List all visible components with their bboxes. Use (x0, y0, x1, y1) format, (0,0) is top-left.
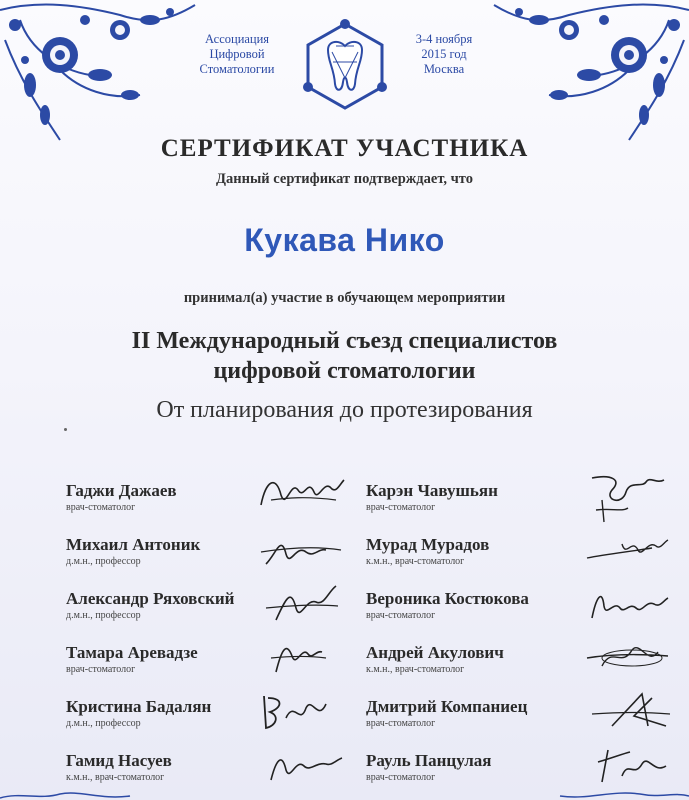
signatory (366, 470, 666, 524)
signatory-role: к.м.н., врач-стоматолог (366, 664, 465, 675)
event-date-line: Москва (423, 62, 465, 76)
signatory-name: Кристина Бадалян (66, 697, 212, 716)
association-name (182, 32, 292, 77)
signatory (66, 632, 366, 686)
signature-icon (256, 686, 346, 736)
bottom-ornament-icon (0, 790, 689, 800)
association-line: Ассоциация (204, 32, 270, 46)
signatory-role: врач-стоматолог (66, 664, 136, 675)
event-title-line: цифровой стоматологии (213, 358, 476, 384)
event-date-line: 2015 год (421, 47, 467, 61)
floral-ornament-left-icon (0, 0, 200, 150)
association-line: Цифровой (209, 47, 265, 61)
signature-icon (256, 578, 346, 628)
event-date (394, 32, 494, 77)
signatory (366, 524, 666, 578)
signature-icon (582, 686, 672, 736)
signatory-role: врач-стоматолог (366, 772, 436, 783)
signatory-role: д.м.н., профессор (66, 610, 141, 621)
event-subtitle: От планирования до протезирования (156, 397, 533, 423)
signature-icon (256, 740, 346, 790)
signatory-role: к.м.н., врач-стоматолог (66, 772, 165, 783)
signatory-name: Тамара Аревадзе (66, 643, 198, 662)
signatories-left (66, 470, 366, 794)
signatory-name: Александр Ряховский (66, 589, 235, 608)
signatory-role: д.м.н., профессор (66, 718, 141, 729)
signatories-right (366, 470, 666, 794)
signatory (66, 686, 366, 740)
certificate-subtitle: Данный сертификат подтверждает, что (216, 171, 473, 187)
signatory-name: Рауль Панцулая (366, 751, 492, 770)
association-line: Стоматологии (199, 62, 275, 76)
signature-icon (582, 740, 672, 790)
signatory-name: Карэн Чавушьян (366, 481, 498, 500)
signatory (66, 470, 366, 524)
signatory-role: врач-стоматолог (66, 502, 136, 513)
certificate-title: СЕРТИФИКАТ УЧАСТНИКА (160, 135, 529, 162)
event-title-line: II Международный съезд специалистов (131, 328, 558, 354)
stray-dot (64, 428, 67, 431)
signatory-name: Гаджи Дажаев (66, 481, 177, 500)
signatory (66, 524, 366, 578)
signatory (366, 632, 666, 686)
signatory (66, 578, 366, 632)
participation-text: принимал(а) участие в обучающем мероприятии (183, 290, 506, 306)
signature-icon (256, 524, 346, 574)
signatory-name: Михаил Антоник (66, 535, 201, 554)
signatory-role: врач-стоматолог (366, 610, 436, 621)
signatory-role: врач-стоматолог (366, 502, 436, 513)
signatory-name: Дмитрий Компаниец (366, 697, 528, 716)
floral-ornament-right-icon (489, 0, 689, 150)
signatory-role: к.м.н., врач-стоматолог (366, 556, 465, 567)
signatory-role: врач-стоматолог (366, 718, 436, 729)
event-title (0, 326, 689, 386)
signatory (366, 740, 666, 794)
event-date-line: 3-4 ноября (415, 32, 473, 46)
signatory-name: Андрей Акулович (366, 643, 504, 662)
recipient-name: Кукава Нико (244, 222, 445, 258)
signatory-name: Вероника Костюкова (366, 589, 529, 608)
signatory (366, 686, 666, 740)
signatory-name: Гамид Насуев (66, 751, 172, 770)
signatory (366, 578, 666, 632)
tooth-logo-icon (298, 18, 392, 114)
signatory (66, 740, 366, 794)
signature-icon (582, 578, 672, 628)
signature-icon (582, 632, 672, 682)
signature-icon (582, 524, 672, 574)
signatory-name: Мурад Мурадов (366, 535, 490, 554)
signature-icon (582, 470, 672, 525)
signature-icon (256, 632, 346, 682)
signature-icon (256, 470, 346, 520)
signatory-role: д.м.н., профессор (66, 556, 141, 567)
